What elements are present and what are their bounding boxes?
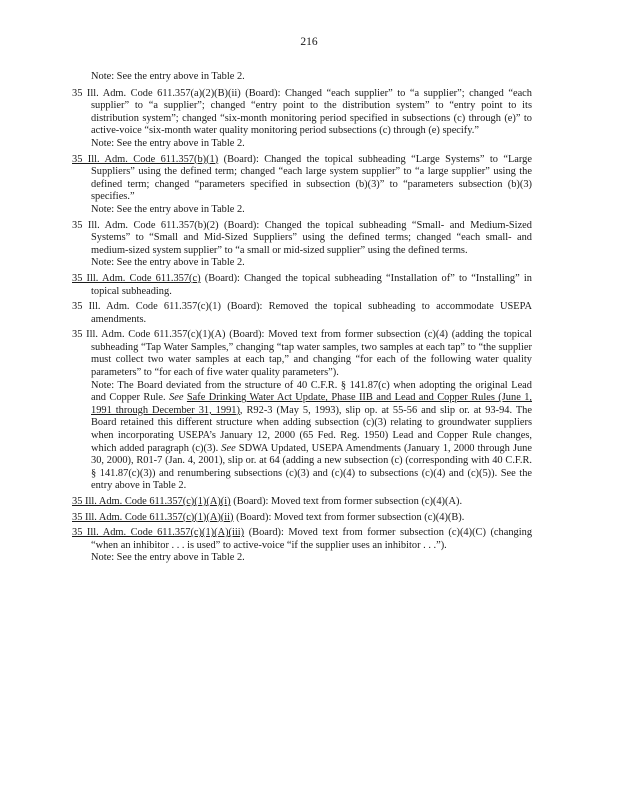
note-paragraph xyxy=(91,380,532,493)
entry-body: (Board): Moved text from former subsection (c)(4)(C) (changing “when an inhibitor . . . is used” to active-voice “if the supplier uses an inhibitor . . .”). xyxy=(91,527,533,551)
citation: 35 Ill. Adm. Code 611.357(c)(1)(A)(ii) xyxy=(72,511,234,523)
citation: 35 Ill. Adm. Code 611.357(c)(1)(A)(i) xyxy=(72,496,231,507)
entry-5 xyxy=(72,301,532,326)
note-text: SDWA Updated, USEPA Amendments (January 1, 2000 through June 30, 2000), R01-7 (Jan. 4, 2001), slip or. at 64 (adding a new subsection (c) (corresponding with 40 C.F.R. § 141.87(c)(3)) and renumbering subsections (c)(3) and (c)(4) to subsections (c)(4) and (c)(5)). See the entry above in Table 2. xyxy=(91,442,532,492)
entry-9 xyxy=(72,527,532,565)
see-signal: See xyxy=(169,392,184,404)
note-line: Note: See the entry above in Table 2. xyxy=(91,203,245,215)
note-text: Note: The Board deviated from the structure of 40 C.F.R. § 141.87(c) when adopting the original Lead and Copper Rule. xyxy=(91,379,532,404)
entry-notes xyxy=(72,380,532,493)
entry-3 xyxy=(72,220,532,270)
citation: 35 Ill. Adm. Code 611.357(c)(1) xyxy=(72,301,221,313)
citation: 35 Ill. Adm. Code 611.357(c)(1)(A) xyxy=(72,329,226,341)
entry-text xyxy=(72,220,532,258)
entry-notes xyxy=(72,257,532,270)
entry-text xyxy=(72,273,532,298)
entry-text xyxy=(72,512,532,525)
entry-body: (Board): Moved text from former subsection (c)(4) (adding the topical subheading “Tap Water Samples,” changing “tap water samples, two samples at each tap” to “the supplier must collect two water samples at each tap,” and changing “for each of the following water quality parameters” to “for each of five water quality parameters”). xyxy=(91,329,532,379)
entry-6 xyxy=(72,329,532,493)
cited-source: Safe Drinking Water Act Update, Phase IIB and Lead and Copper Rules (June 1, 1991 through December 31, 1991) xyxy=(91,392,533,416)
entry-body: (Board): Changed “each supplier” to “a supplier”; changed “each supplier” to “a supplier”; changed “entry point to the distribution system” to “entry point to its distribution system”; changed “six-month monitoring period specified in subsections (c) through (e)” to active-voice “six-month water quality monitoring period subsections (c) through (e) specify.” xyxy=(91,87,532,137)
entry-text xyxy=(72,496,532,509)
citation: 35 Ill. Adm. Code 611.357(c) xyxy=(72,272,201,284)
entry-text xyxy=(72,301,532,326)
note-line: Note: See the entry above in Table 2. xyxy=(91,71,245,82)
entry-body: (Board): Changed the topical subheading “Large Systems” to “Large Suppliers” using the defined term; changed “each large system supplier” to “a large supplier” using the defined term; changed “parameters specified in subsection (b)(3)” to “parameters subsection (b)(3) specifies.” xyxy=(91,153,532,203)
entry-notes xyxy=(72,204,532,217)
see-signal: See xyxy=(221,442,236,454)
entry-notes xyxy=(72,138,532,151)
document-body xyxy=(72,71,532,568)
entry-1 xyxy=(72,88,532,151)
entry-7 xyxy=(72,496,532,509)
note-line: Note: See the entry above in Table 2. xyxy=(91,257,245,269)
entry-text xyxy=(72,88,532,138)
entry-body: (Board): Moved text from former subsection (c)(4)(B). xyxy=(236,511,465,523)
note-line: Note: See the entry above in Table 2. xyxy=(91,137,245,149)
entry-text xyxy=(72,527,532,552)
note-line: Note: See the entry above in Table 2. xyxy=(91,552,245,564)
citation: 35 Ill. Adm. Code 611.357(b)(1) xyxy=(72,153,219,165)
entry-8 xyxy=(72,512,532,525)
entry-2 xyxy=(72,154,532,217)
entry-text xyxy=(72,329,532,379)
entry-body: (Board): Changed the topical subheading “Small- and Medium-Sized Systems” to “Small and Mid-Sized Suppliers” using the defined terms; changed “each small- and medium-sized system supplier” to “a small or mid-sized supplier” using the defined terms. xyxy=(91,219,532,256)
entry-4 xyxy=(72,273,532,298)
entry-body: (Board): Moved text from former subsection (c)(4)(A). xyxy=(233,496,463,507)
citation: 35 Ill. Adm. Code 611.357(c)(1)(A)(iii) xyxy=(72,527,245,539)
entry-body: (Board): Removed the topical subheading to accommodate USEPA amendments. xyxy=(91,301,532,325)
entry-body: (Board): Changed the topical subheading “Installation of” to “Installing” in topical subheading. xyxy=(91,272,532,297)
citation: 35 Ill. Adm. Code 611.357(a)(2)(B)(ii) xyxy=(72,87,241,99)
citation: 35 Ill. Adm. Code 611.357(b)(2) xyxy=(72,219,219,231)
entry-notes xyxy=(72,552,532,565)
note-text: , R92-3 (May 5, 1993), slip op. at 55-56 and slip or. at 93-94. The Board retained this different structure when adding subsection (c)(3) relating to groundwater suppliers when incorporating USEPA’s January 12, 2000 (65 Fed. Reg. 1950) Lead and Copper Rule changes, which added paragraph (c)(3). xyxy=(91,404,532,454)
entry-text xyxy=(72,154,532,204)
page-number: 216 xyxy=(300,36,318,48)
